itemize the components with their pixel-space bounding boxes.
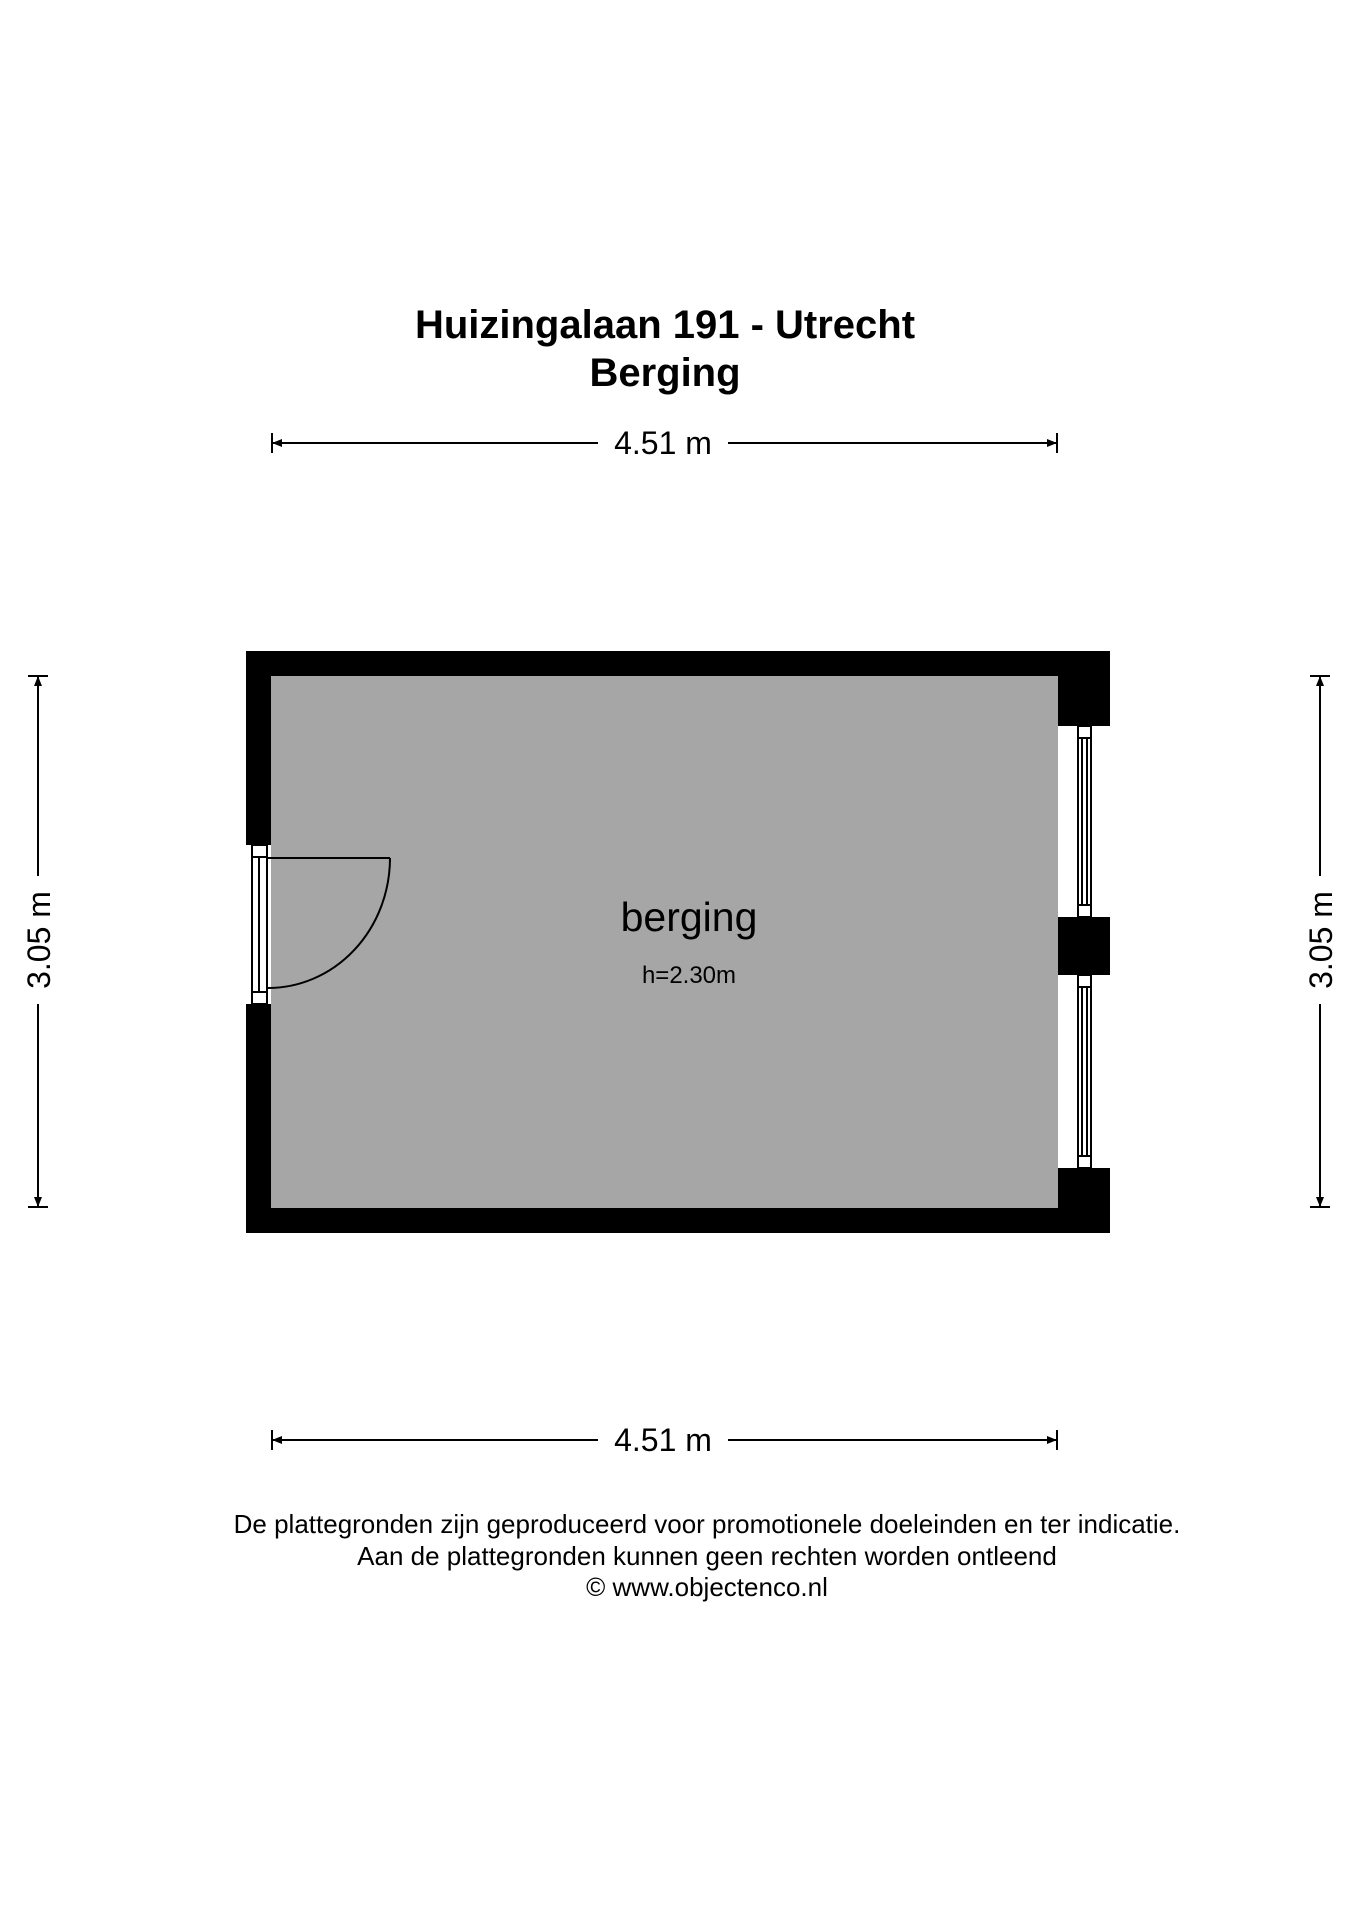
window-upper (1078, 726, 1091, 917)
room-height: h=2.30m (641, 962, 737, 989)
disclaimer-line-1: De plattegronden zijn geproduceerd voor promotionele doeleinden en ter indicatie. (233, 1509, 1181, 1539)
window-upper-frame (1078, 726, 1091, 917)
room-floor (271, 676, 1058, 1208)
dimension-left (21, 676, 57, 1207)
dimension-bottom (272, 1422, 1057, 1458)
dimension-label-right: 3.05 m (1303, 891, 1339, 989)
wall-right-top-pier (1058, 651, 1110, 726)
wall-left-upper (246, 651, 271, 845)
wall-bottom (246, 1208, 1110, 1233)
wall-right-middle-pier (1058, 917, 1110, 975)
disclaimer-line-3: © www.objectenco.nl (586, 1572, 828, 1602)
door-frame (252, 845, 267, 1004)
dimension-label-top: 4.51 m (614, 425, 712, 461)
window-lower (1078, 975, 1091, 1168)
dimension-top (272, 425, 1057, 461)
dimension-label-left: 3.05 m (21, 891, 57, 989)
window-lower-frame (1078, 975, 1091, 1168)
disclaimer-line-2: Aan de plattegronden kunnen geen rechten worden ontleend (357, 1541, 1057, 1571)
room-name: berging (620, 894, 758, 940)
plan-subtitle: Berging (589, 351, 741, 395)
dimension-label-bottom: 4.51 m (614, 1422, 712, 1458)
wall-left-lower (246, 1004, 271, 1233)
plan-title: Huizingalaan 191 - Utrecht (414, 303, 916, 347)
wall-right-bottom-pier (1058, 1168, 1110, 1233)
wall-top (246, 651, 1110, 676)
dimension-right (1303, 676, 1339, 1207)
